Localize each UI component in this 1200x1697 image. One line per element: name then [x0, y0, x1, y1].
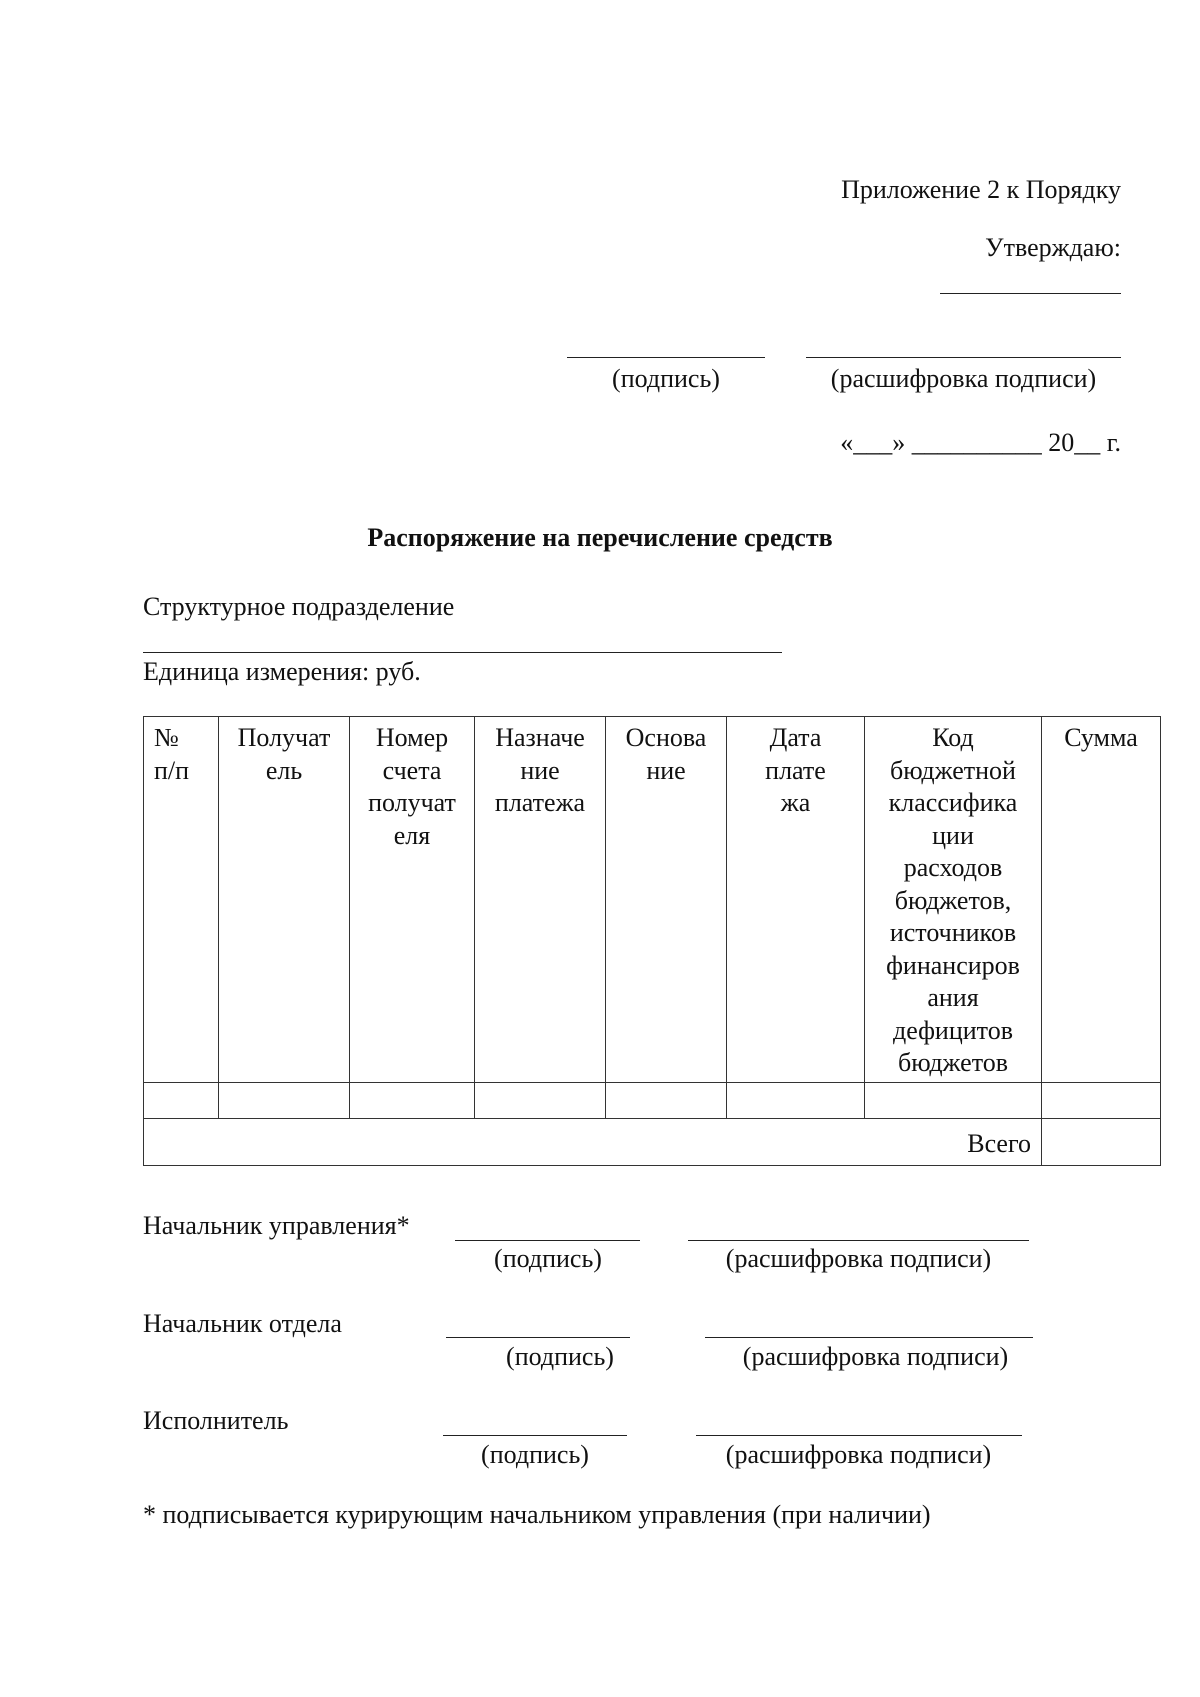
appendix-label: Приложение 2 к Порядку	[841, 175, 1121, 204]
approver-decode-caption: (расшифровка подписи)	[830, 364, 1097, 393]
table-cell	[144, 1082, 219, 1118]
approver-position-line	[940, 293, 1121, 294]
col-header-number: № п/п	[144, 717, 219, 1083]
table-cell	[219, 1082, 350, 1118]
col-header-account: Номер счета получат еля	[350, 717, 475, 1083]
decode-line	[705, 1337, 1033, 1338]
col-header-basis: Основа ние	[606, 717, 727, 1083]
total-amount-cell	[1042, 1118, 1161, 1165]
division-label: Структурное подразделение	[143, 592, 455, 621]
document-title: Распоряжение на перечисление средств	[367, 523, 833, 552]
table-cell	[475, 1082, 606, 1118]
total-label: Всего	[144, 1118, 1042, 1165]
division-line	[143, 652, 782, 653]
table-total-row	[144, 1118, 1161, 1165]
col-header-recipient: Получат ель	[219, 717, 350, 1083]
approval-date: «___» __________ 20__ г.	[840, 428, 1121, 457]
approver-signature-line	[567, 357, 765, 358]
signature-line	[455, 1240, 640, 1241]
signature-line	[443, 1435, 627, 1436]
decode-caption: (расшифровка подписи)	[725, 1440, 992, 1469]
col-header-purpose: Назначе ние платежа	[475, 717, 606, 1083]
signature-role: Исполнитель	[143, 1406, 289, 1435]
table-row	[144, 1082, 1161, 1118]
signature-role: Начальник управления*	[143, 1211, 410, 1240]
approver-decode-line	[806, 357, 1121, 358]
table-cell	[865, 1082, 1042, 1118]
signature-role: Начальник отдела	[143, 1309, 342, 1338]
payment-table	[143, 716, 1161, 1166]
signature-caption: (подпись)	[494, 1244, 602, 1273]
signature-caption: (подпись)	[506, 1342, 614, 1371]
decode-caption: (расшифровка подписи)	[725, 1244, 992, 1273]
table-cell	[606, 1082, 727, 1118]
approver-signature-caption: (подпись)	[612, 364, 720, 393]
decode-line	[688, 1240, 1029, 1241]
col-header-budget-code: Код бюджетной классифика ции расходов бюджетов, источников финансиров ания дефицитов бюджетов	[865, 717, 1042, 1083]
decode-line	[696, 1435, 1022, 1436]
table-cell	[727, 1082, 865, 1118]
col-header-amount: Сумма	[1042, 717, 1161, 1083]
table-cell	[350, 1082, 475, 1118]
footnote: * подписывается курирующим начальником управления (при наличии)	[143, 1500, 931, 1529]
approve-label: Утверждаю:	[985, 233, 1121, 262]
table-cell	[1042, 1082, 1161, 1118]
signature-caption: (подпись)	[481, 1440, 589, 1469]
col-header-payment-date: Дата плате жа	[727, 717, 865, 1083]
unit-label: Единица измерения: руб.	[143, 657, 421, 686]
signature-line	[446, 1337, 630, 1338]
table-header-row	[144, 717, 1161, 1083]
decode-caption: (расшифровка подписи)	[742, 1342, 1009, 1371]
